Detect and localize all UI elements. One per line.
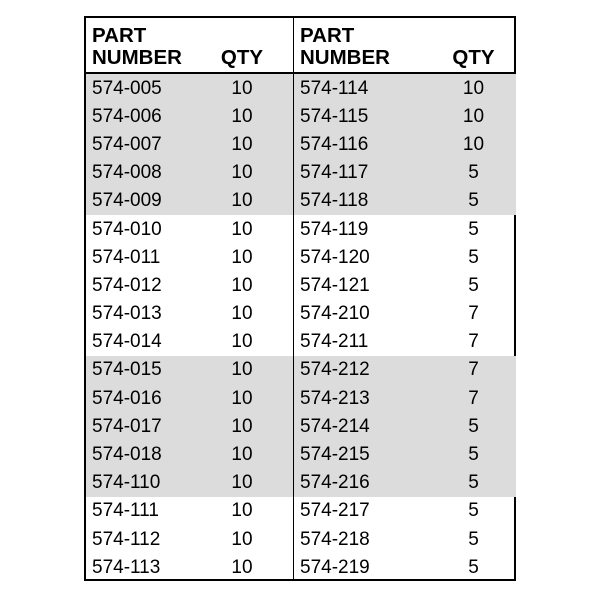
left-qty-cell: 10 (191, 553, 294, 581)
right-qty-cell: 5 (431, 159, 516, 187)
right-qty-cell: 7 (468, 331, 479, 353)
right-qty-cell: 10 (431, 130, 516, 158)
left-qty-cell: 10 (191, 159, 294, 187)
right-part-number-cell: 574-120 (300, 246, 370, 268)
header-left-part-line1: PART (92, 24, 147, 47)
left-part-number-cell: 574-015 (86, 356, 191, 384)
right-qty-cell: 5 (468, 528, 479, 550)
left-qty-cell: 10 (191, 271, 294, 299)
right-qty-cell: 5 (431, 469, 516, 497)
header-right-part-line2: NUMBER (300, 46, 390, 69)
right-qty-cell: 5 (468, 218, 479, 240)
left-qty-cell: 10 (191, 356, 294, 384)
parts-quantity-table (84, 16, 516, 581)
right-part-number-cell: 574-115 (294, 102, 431, 130)
right-qty-cell: 10 (431, 102, 516, 130)
right-qty-cell: 7 (468, 303, 479, 325)
right-part-number-cell: 574-210 (300, 303, 370, 325)
left-part-number-cell: 574-113 (92, 556, 161, 578)
left-qty-cell: 10 (191, 384, 294, 412)
left-part-number-cell: 574-017 (86, 412, 191, 440)
right-part-number-cell: 574-218 (300, 528, 370, 550)
right-qty-cell: 5 (431, 187, 516, 215)
left-part-number-cell: 574-014 (92, 331, 162, 353)
left-part-number-cell: 574-011 (92, 246, 161, 268)
right-part-number-cell: 574-217 (300, 500, 370, 522)
right-part-number-cell: 574-212 (294, 356, 431, 384)
left-qty-cell: 10 (191, 440, 294, 468)
left-part-number-cell: 574-007 (86, 130, 191, 158)
right-part-number-cell: 574-118 (294, 187, 431, 215)
right-part-number-cell: 574-219 (300, 556, 370, 578)
right-qty-cell: 5 (468, 556, 479, 578)
left-qty-cell: 10 (191, 497, 294, 525)
header-left-part-number (86, 18, 191, 74)
right-part-number-cell: 574-119 (300, 218, 369, 240)
header-left-qty: QTY (191, 18, 294, 74)
right-qty-cell: 5 (468, 246, 479, 268)
left-part-number-cell: 574-013 (92, 303, 162, 325)
right-part-number-cell: 574-117 (294, 159, 431, 187)
left-qty-cell: 10 (191, 130, 294, 158)
left-qty-cell: 10 (191, 469, 294, 497)
header-left-part-line2: NUMBER (92, 46, 182, 69)
header-right-part-line1: PART (300, 24, 355, 47)
right-qty-cell: 5 (468, 274, 479, 296)
right-qty-cell: 5 (431, 440, 516, 468)
left-qty-cell: 10 (191, 187, 294, 215)
header-right-part-number (294, 18, 431, 74)
left-qty-cell: 10 (191, 412, 294, 440)
right-part-number-cell: 574-114 (294, 74, 431, 102)
right-part-number-cell: 574-216 (294, 469, 431, 497)
left-part-number-cell: 574-008 (86, 159, 191, 187)
left-qty-cell: 10 (191, 300, 294, 328)
right-qty-cell: 10 (431, 74, 516, 102)
left-part-number-cell: 574-006 (86, 102, 191, 130)
left-part-number-cell: 574-018 (86, 440, 191, 468)
left-part-number-cell: 574-012 (92, 274, 162, 296)
left-part-number-cell: 574-005 (86, 74, 191, 102)
right-part-number-cell: 574-211 (300, 331, 369, 353)
right-qty-cell: 7 (431, 356, 516, 384)
left-part-number-cell: 574-016 (86, 384, 191, 412)
left-qty-cell: 10 (191, 328, 294, 356)
left-part-number-cell: 574-010 (92, 218, 162, 240)
right-qty-cell: 5 (431, 412, 516, 440)
right-part-number-cell: 574-213 (294, 384, 431, 412)
left-qty-cell: 10 (191, 74, 294, 102)
left-qty-cell: 10 (191, 102, 294, 130)
right-part-number-cell: 574-116 (294, 130, 431, 158)
left-part-number-cell: 574-111 (92, 500, 159, 522)
right-qty-cell: 7 (431, 384, 516, 412)
right-qty-cell: 5 (468, 500, 479, 522)
left-part-number-cell: 574-009 (86, 187, 191, 215)
left-qty-cell: 10 (191, 525, 294, 553)
left-qty-cell: 10 (191, 215, 294, 243)
header-right-qty: QTY (431, 18, 516, 74)
left-part-number-cell: 574-112 (92, 528, 161, 550)
right-part-number-cell: 574-214 (294, 412, 431, 440)
right-part-number-cell: 574-121 (300, 274, 370, 296)
right-part-number-cell: 574-215 (294, 440, 431, 468)
left-part-number-cell: 574-110 (86, 469, 191, 497)
left-qty-cell: 10 (191, 243, 294, 271)
